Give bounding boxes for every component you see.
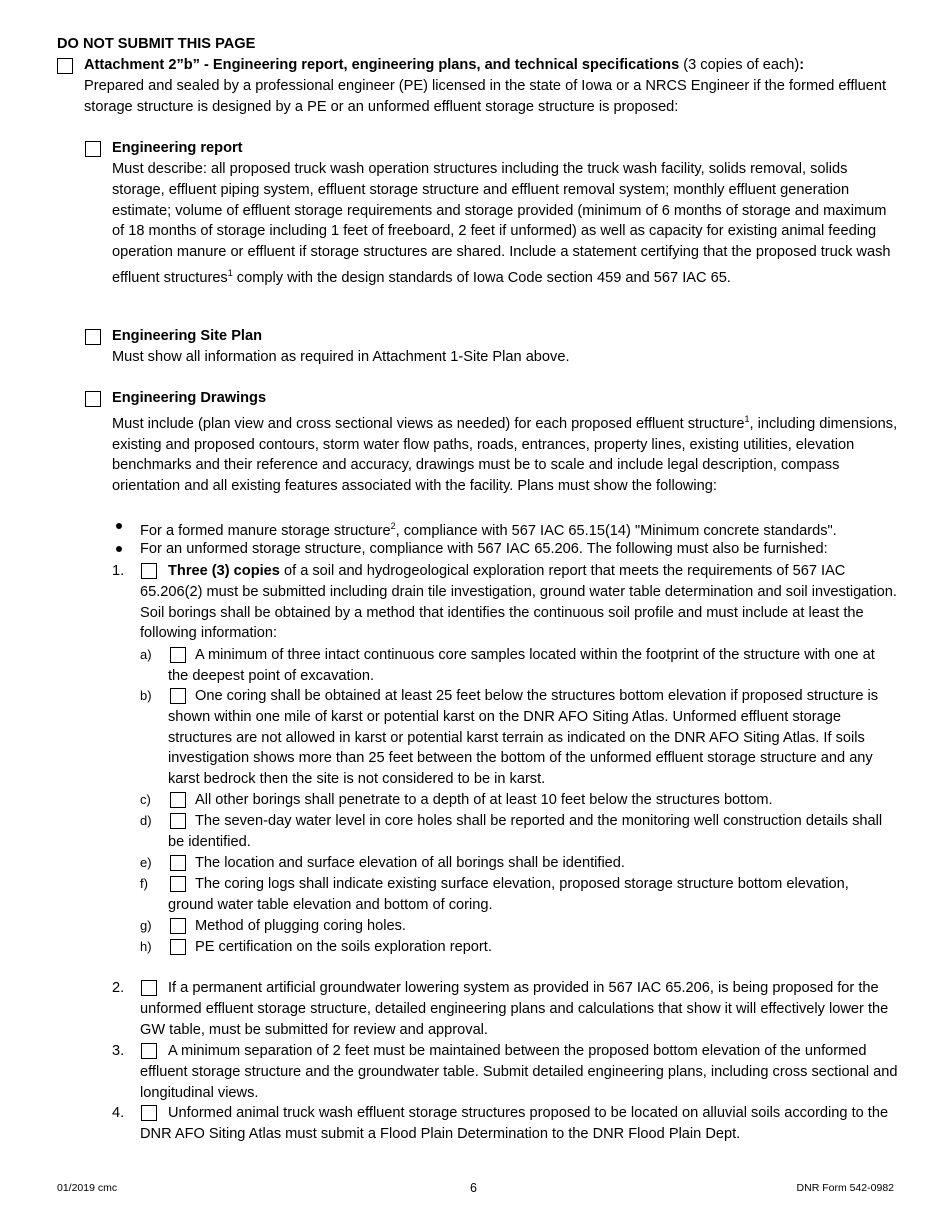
bullet1-text: For a formed manure storage structure	[140, 522, 391, 539]
footer-date: 01/2019 cmc	[57, 1182, 118, 1194]
bullet-formed-structure	[140, 516, 910, 542]
engineering-drawings-description	[112, 409, 902, 497]
bullet1-text-end: , compliance with 567 IAC 65.15(14) "Minimum concrete standards".	[395, 522, 837, 539]
footer-page-number: 6	[470, 1181, 477, 1195]
subitem-letter: d)	[140, 813, 152, 828]
bullet-icon	[116, 546, 122, 552]
subitem-letter: a)	[140, 647, 152, 662]
engineering-report-checkbox[interactable]	[85, 141, 101, 157]
item-number: 3.	[112, 1043, 125, 1059]
report-desc-text: Must describe: all proposed truck wash operation structures including the truck wash facility, solids removal, solids storage, effluent piping system, effluent storage structure and effluent removal system; monthly effluent generation estimate; volume of effluent storage requirements and storage provided (minimum of 6 months of storage and maximum of 18 months of storage including 1 feet of freeboard, 2 feet if unformed) as well as capacity for existing animal feeding operation manure or effluent if storage structures are shared. Include a statement certifying that the proposed truck wash effluent structures	[112, 161, 891, 286]
attachment-copies: (3 copies of each)	[679, 57, 800, 73]
drawings-footnote-ref: 1	[744, 414, 750, 424]
item-number: 1.	[112, 563, 125, 579]
soil-report-item	[140, 561, 900, 644]
drawings-desc-text: Must include (plan view and cross sectional views as needed) for each proposed effluent structure	[112, 415, 745, 432]
bullet1-footnote-ref: 2	[390, 521, 396, 531]
site-plan-description: Must show all information as required in Attachment 1-Site Plan above.	[112, 349, 570, 365]
subitem-letter: h)	[140, 939, 152, 954]
subitem-letter: f)	[140, 876, 148, 891]
item-number: 4.	[112, 1105, 125, 1121]
attachment-description: Prepared and sealed by a professional engineer (PE) licensed in the state of Iowa or a NRCS Engineer if the formed effluent storage structure is designed by a PE or an unformed effluent storage structure is proposed:	[84, 77, 887, 115]
report-footnote-ref: 1	[227, 267, 233, 278]
subitem-e-text: The location and surface elevation of all borings shall be identified.	[195, 855, 625, 871]
bullet-unformed-structure: For an unformed storage structure, compliance with 567 IAC 65.206. The following must also be furnished:	[140, 541, 828, 557]
soil-report-text: of a soil and hydrogeological exploration report that meets the requirements of 567 IAC 65.206(2) must be submitted including drain tile investigation, ground water table determination and soil investigation. Soil borings shall be obtained by a method that identifies the continuous soil profile and must include at least the following information:	[140, 563, 897, 642]
item-number: 2.	[112, 980, 125, 996]
subitem-g-text: Method of plugging coring holes.	[195, 918, 406, 934]
attachment-2b-checkbox[interactable]	[57, 58, 73, 74]
attachment-title: Attachment 2”b” - Engineering report, engineering plans, and technical specifications	[84, 57, 680, 73]
subitem-d-text: The seven-day water level in core holes shall be reported and the monitoring well construction details shall be identified.	[168, 813, 883, 850]
groundwater-lowering-item: If a permanent artificial groundwater lowering system as provided in 567 IAC 65.206, is being proposed for the unformed effluent storage structure, detailed engineering plans and calculations that show it will effectively lower the GW table, must be submitted for review and approval.	[140, 980, 889, 1038]
subitem-letter: b)	[140, 688, 152, 703]
subitem-letter: g)	[140, 918, 152, 933]
subitem-letter: c)	[140, 792, 151, 807]
subitem-b-text: One coring shall be obtained at least 25 feet below the structures bottom elevation if proposed structure is shown within one mile of karst or potential karst on the DNR AFO Siting Atlas. Unformed effluent storage structures are not allowed in karst or potential karst terrain as indicated on the DNR AFO Siting Atlas. If soils investigation shows more than 25 feet between the bottom of the unformed effluent storage structure and any karst bedrock then the site is not considered to be in karst.	[168, 688, 879, 788]
attachment-2b-block	[84, 55, 914, 117]
flood-plain-item: Unformed animal truck wash effluent storage structures proposed to be located on alluvial soils according to the DNR AFO Siting Atlas must submit a Flood Plain Determination to the DNR Flood Plain Dept.	[140, 1105, 889, 1142]
engineering-drawings-title: Engineering Drawings	[112, 390, 267, 406]
subitem-letter: e)	[140, 855, 152, 870]
subitem-c-text: All other borings shall penetrate to a depth of at least 10 feet below the structures bottom.	[195, 792, 773, 808]
subitem-h-text: PE certification on the soils exploration report.	[195, 939, 492, 955]
footer-form-number: DNR Form 542-0982	[796, 1182, 894, 1194]
do-not-submit-notice: DO NOT SUBMIT THIS PAGE	[57, 36, 256, 52]
engineering-report-description	[112, 159, 902, 289]
engineering-drawings-checkbox[interactable]	[85, 391, 101, 407]
bullet-icon	[116, 523, 122, 529]
engineering-report-title: Engineering report	[112, 140, 243, 156]
report-desc-text-end: comply with the design standards of Iowa Code section 459 and 567 IAC 65.	[232, 269, 731, 286]
separation-item: A minimum separation of 2 feet must be maintained between the proposed bottom elevation of the unformed effluent storage structure and the groundwater table. Submit detailed engineering plans, including cross sectional and longitudinal views.	[140, 1043, 898, 1101]
attachment-colon: :	[799, 57, 805, 73]
soil-report-copies: Three (3) copies	[168, 563, 280, 579]
subitem-f-text: The coring logs shall indicate existing surface elevation, proposed storage structure bottom elevation, ground water table elevation and bottom of coring.	[168, 876, 849, 913]
subitem-a-text: A minimum of three intact continuous core samples located within the footprint of the structure with one at the deepest point of excavation.	[168, 647, 875, 684]
site-plan-title: Engineering Site Plan	[112, 328, 263, 344]
site-plan-checkbox[interactable]	[85, 329, 101, 345]
drawings-desc-text-end: , including dimensions, existing and proposed contours, storm water flow paths, roads, entrances, property lines, existing utilities, elevation benchmarks and their reference and accuracy, drawings must be to scale and include legal description, compass orientation and all existing features associated with the facility. Plans must show the following:	[112, 415, 898, 495]
